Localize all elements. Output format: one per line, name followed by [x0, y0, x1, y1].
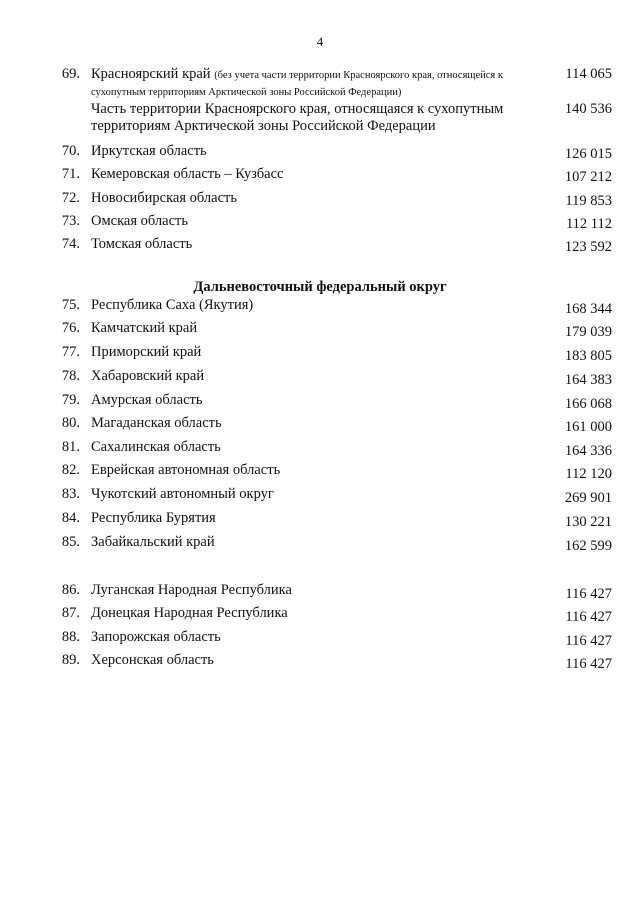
- row-number: 77.: [61, 344, 80, 360]
- region-name: Запорожская область: [91, 629, 221, 645]
- region-value: 164 383: [564, 372, 612, 388]
- region-value: 166 068: [564, 396, 612, 412]
- region-name: Кемеровская область – Кузбасс: [91, 166, 284, 182]
- region-name: Донецкая Народная Республика: [91, 605, 288, 621]
- row-number: 70.: [61, 143, 80, 159]
- region-name: Магаданская область: [91, 415, 222, 431]
- region-value: 130 221: [564, 514, 612, 530]
- region-name: Сахалинская область: [91, 439, 221, 455]
- row-number: 80.: [61, 415, 80, 431]
- region-name: Еврейская автономная область: [91, 462, 281, 478]
- region-value: 114 065: [565, 66, 612, 82]
- row-number: 86.: [61, 582, 80, 598]
- region-value: 162 599: [564, 538, 612, 554]
- region-name: Томская область: [91, 236, 193, 252]
- section-heading: Дальневосточный федеральный округ: [193, 279, 447, 295]
- row-number: 85.: [61, 534, 80, 550]
- region-value: 116 427: [565, 656, 612, 672]
- page-number: 4: [316, 34, 324, 49]
- region-value: 116 427: [565, 586, 612, 602]
- region-name: Камчатский край: [91, 320, 198, 336]
- row-number: 89.: [61, 652, 80, 668]
- region-value: 112 120: [565, 466, 612, 482]
- region-value: 107 212: [564, 169, 612, 185]
- row-number: 84.: [61, 510, 80, 526]
- row-number: 79.: [61, 392, 80, 408]
- region-name: [91, 66, 546, 100]
- row-number: 72.: [61, 190, 80, 206]
- row-number: 82.: [61, 462, 80, 478]
- region-value: 140 536: [564, 101, 612, 117]
- region-name: Новосибирская область: [91, 190, 237, 206]
- row-number: 81.: [61, 439, 80, 455]
- region-value: 164 336: [564, 443, 612, 459]
- row-number: 78.: [61, 368, 80, 384]
- region-value: 112 112: [565, 216, 612, 232]
- region-value: 183 805: [564, 348, 612, 364]
- region-value: 116 427: [565, 609, 612, 625]
- region-value: 123 592: [564, 239, 612, 255]
- region-name-main: Красноярский край: [91, 66, 211, 82]
- region-name: Республика Саха (Якутия): [91, 297, 254, 313]
- region-name: Омская область: [91, 213, 188, 229]
- row-number: 75.: [61, 297, 80, 313]
- row-number: 83.: [61, 486, 80, 502]
- row-number: 88.: [61, 629, 80, 645]
- region-value: 161 000: [564, 419, 612, 435]
- region-name: Амурская область: [91, 392, 203, 408]
- region-value: 116 427: [565, 633, 612, 649]
- region-value: 119 853: [565, 193, 612, 209]
- region-name: Республика Бурятия: [91, 510, 216, 526]
- region-value: 126 015: [564, 146, 612, 162]
- row-number: 73.: [61, 213, 80, 229]
- region-note: (без учета части территории Красноярского края, относящейся к сухопутным территориям Арктической зоны Российской Федерации): [91, 70, 503, 98]
- region-name: Хабаровский край: [91, 368, 205, 384]
- row-number: 69.: [61, 66, 80, 82]
- region-name: Херсонская область: [91, 652, 214, 668]
- region-name: Чукотский автономный округ: [91, 486, 274, 502]
- region-value: 269 901: [564, 490, 612, 506]
- row-number: 87.: [61, 605, 80, 621]
- region-name: Луганская Народная Республика: [91, 582, 292, 598]
- region-name: Часть территории Красноярского края, относящаяся к сухопутным территориям Арктической зоны Российской Федерации: [91, 101, 504, 134]
- region-value: 179 039: [564, 324, 612, 340]
- region-name: Забайкальский край: [91, 534, 215, 550]
- row-number: 76.: [61, 320, 80, 336]
- row-number: 71.: [61, 166, 80, 182]
- region-name: Приморский край: [91, 344, 202, 360]
- row-number: 74.: [61, 236, 80, 252]
- region-value: 168 344: [564, 301, 612, 317]
- region-name: Иркутская область: [91, 143, 207, 159]
